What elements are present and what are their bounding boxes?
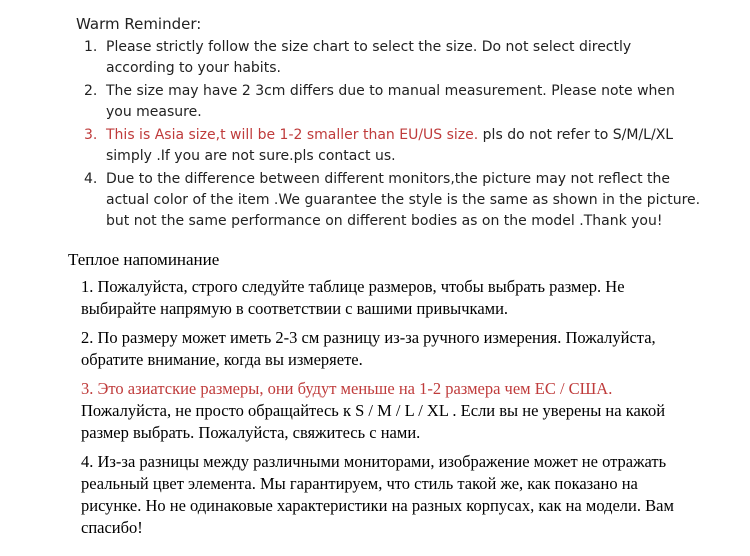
item-text-rest: pls do not refer to S/M/L/XL simply .If you are not sure.pls contact us. bbox=[106, 127, 674, 164]
item-text-highlight: 3. Это азиатские размеры, они будут меньше на 1-2 размера чем ЕС / США. bbox=[81, 379, 613, 398]
russian-item-1: 1. Пожалуйста, строго следуйте таблице размеров, чтобы выбрать размер. Не выбирайте напрямую в соответствии с вашими привычками. bbox=[81, 277, 625, 318]
russian-item-2: 2. По размеру может иметь 2-3 см разницу из-за ручного измерения. Пожалуйста, обратите внимание, когда вы измеряете. bbox=[81, 328, 656, 369]
item-text: Due to the difference between different monitors,the picture may not reflect the actual color of the item .We guarantee the style is the same as shown in the picture. but not the same performance on different bodies as on the model .Thank you! bbox=[106, 171, 701, 229]
russian-item-3 bbox=[81, 378, 704, 444]
english-section bbox=[68, 14, 704, 232]
item-number: 1. bbox=[84, 39, 98, 55]
russian-title: Теплое напоминание bbox=[68, 250, 220, 269]
item-text: The size may have 2 3cm differs due to manual measurement. Please note when you measure. bbox=[106, 83, 675, 120]
russian-item-4: 4. Из-за разницы между различными мониторами, изображение может не отражать реальный цвет элемента. Мы гарантируем, что стиль такой же, как показано на рисунке. Но не одинаковые характеристики на разных корпусах, как на модели. Вам спасибо! bbox=[81, 452, 674, 537]
item-text-rest: Пожалуйста, не просто обращайтесь к S / M / L / XL . Если вы не уверены на какой размер выбрать. Пожалуйста, свяжитесь с нами. bbox=[81, 401, 666, 442]
english-item-2 bbox=[84, 81, 704, 123]
item-text: Please strictly follow the size chart to select the size. Do not select directly according to your habits. bbox=[106, 39, 632, 76]
item-text bbox=[106, 125, 704, 167]
english-item-1 bbox=[84, 37, 704, 79]
item-number: 4. bbox=[84, 171, 98, 187]
russian-section bbox=[68, 249, 704, 539]
item-text-highlight: This is Asia size,t will be 1-2 smaller than EU/US size. bbox=[106, 127, 479, 143]
item-number: 3. bbox=[84, 127, 98, 143]
english-item-3 bbox=[84, 125, 704, 167]
english-title: Warm Reminder: bbox=[76, 15, 202, 33]
english-item-4 bbox=[84, 169, 704, 232]
item-number: 2. bbox=[84, 83, 98, 99]
